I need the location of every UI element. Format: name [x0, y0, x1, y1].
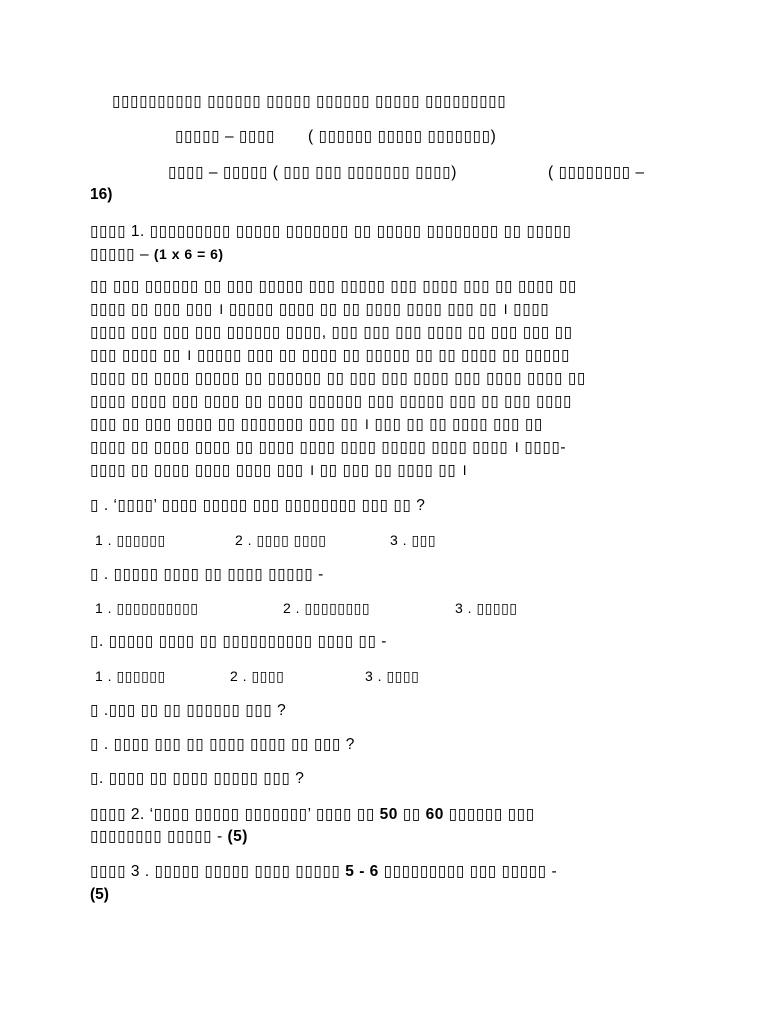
option-b-2: 2 . ▯▯▯▯▯▯▯▯ [283, 600, 371, 616]
option-c-1: 1 . ▯▯▯▯▯▯ [95, 668, 166, 684]
max-marks-value: 16) [90, 186, 113, 203]
question-1-instruction: ▯▯▯▯▯ – [90, 246, 150, 263]
sub-question-e: ▯ . ▯▯▯▯ ▯▯▯ ▯▯ ▯▯▯▯ ▯▯▯▯ ▯▯ ▯▯▯ ? [90, 736, 355, 753]
question-3-marks: (5) [90, 886, 109, 903]
passage-line: ▯▯▯▯ ▯▯ ▯▯▯▯ ▯▯▯▯▯ ▯▯ ▯▯▯▯▯▯ ▯▯ ▯▯▯ ▯▯▯ ▯▯▯▯ ▯▯▯ ▯▯▯▯ ▯▯▯▯ ▯▯ [90, 370, 586, 387]
subject-line: ▯▯▯▯ – ▯▯▯▯▯ ( ▯▯▯ ▯▯▯ ▯▯▯▯▯▯▯ ▯▯▯▯) [168, 164, 457, 181]
question-3-line1 [90, 862, 557, 882]
reading-passage [90, 275, 680, 482]
sub-question-d: ▯ .▯▯▯ ▯▯ ▯▯ ▯▯▯▯▯▯ ▯▯▯ ? [90, 702, 287, 719]
passage-line: ▯▯ ▯▯▯ ▯▯▯▯▯▯ ▯▯ ▯▯▯ ▯▯▯▯▯ ▯▯▯ ▯▯▯▯▯ ▯▯▯ ▯▯▯▯ ▯▯▯ ▯▯ ▯▯▯▯ ▯▯ [90, 278, 577, 295]
passage-line: ▯▯▯ ▯▯ ▯▯▯ ▯▯▯▯ ▯▯ ▯▯▯▯▯▯▯ ▯▯▯ ▯▯ । ▯▯▯ ▯▯ ▯▯ ▯▯▯▯ ▯▯▯ ▯▯ [90, 416, 543, 433]
question-2-max-words: 60 [425, 806, 444, 823]
option-a-3: 3 . ▯▯▯ [390, 532, 437, 548]
question-2-instruction: ▯▯▯▯▯▯▯▯ ▯▯▯▯▯ - [90, 828, 223, 845]
option-b-3: 3 . ▯▯▯▯▯ [455, 600, 518, 616]
question-3-text: ▯▯▯▯ 3 . ▯▯▯▯▯ ▯▯▯▯▯ ▯▯▯▯ ▯▯▯▯▯ [90, 863, 341, 880]
passage-line: ▯▯▯▯ ▯▯ ▯▯▯ ▯▯▯ । ▯▯▯▯▯ ▯▯▯▯ ▯▯ ▯▯ ▯▯▯▯ ▯▯▯▯ ▯▯▯ ▯▯ । ▯▯▯▯ [90, 301, 550, 318]
school-title: ▯▯▯▯▯▯▯▯▯▯ ▯▯▯▯▯▯ ▯▯▯▯▯ ▯▯▯▯▯▯ ▯▯▯▯▯ ▯▯▯▯▯▯▯▯▯ [112, 93, 507, 110]
question-2-text-cont: ▯▯▯▯▯▯ ▯▯▯ [448, 806, 535, 823]
option-c-2: 2 . ▯▯▯▯ [230, 668, 285, 684]
sub-question-a: ▯ . ‘▯▯▯▯’ ▯▯▯▯ ▯▯▯▯▯ ▯▯▯ ▯▯▯▯▯▯▯▯ ▯▯▯ ▯▯ ? [90, 497, 426, 514]
sub-question-b: ▯ . ▯▯▯▯▯ ▯▯▯▯ ▯▯ ▯▯▯▯ ▯▯▯▯▯ - [90, 566, 324, 583]
option-b-1: 1 . ▯▯▯▯▯▯▯▯▯▯ [95, 600, 199, 616]
passage-line: ▯▯▯▯ ▯▯▯ ▯▯▯ ▯▯▯ ▯▯▯▯▯▯ ▯▯▯▯, ▯▯▯ ▯▯▯ ▯▯▯ ▯▯▯▯ ▯▯ ▯▯▯ ▯▯▯ ▯▯ [90, 324, 573, 341]
passage-line: ▯▯▯▯ ▯▯ ▯▯▯▯ ▯▯▯▯ ▯▯▯▯ ▯▯▯ । ▯▯ ▯▯▯ ▯▯ ▯▯▯▯ ▯▯ । [90, 462, 468, 479]
question-1-marks: (1 x 6 = 6) [153, 246, 224, 262]
question-3-text-cont: ▯▯▯▯▯▯▯▯▯ ▯▯▯ ▯▯▯▯▯ - [383, 863, 558, 880]
question-2-text: ▯▯▯▯ 2. ‘▯▯▯▯ ▯▯▯▯▯ ▯▯▯▯▯▯▯’ ▯▯▯▯ ▯▯ [90, 806, 375, 823]
question-2-line2 [90, 827, 248, 847]
question-1-heading-cont [90, 244, 224, 265]
question-2-marks: (5) [227, 828, 248, 845]
passage-line: ▯▯▯▯ ▯▯▯▯ ▯▯▯ ▯▯▯▯ ▯▯ ▯▯▯▯ ▯▯▯▯▯▯ ▯▯▯ ▯▯▯▯▯ ▯▯▯ ▯▯ ▯▯▯ ▯▯▯▯ [90, 393, 573, 410]
question-2-connector: ▯▯ [402, 806, 421, 823]
question-1-heading: ▯▯▯▯ 1. ▯▯▯▯▯▯▯▯▯ ▯▯▯▯▯ ▯▯▯▯▯▯▯ ▯▯ ▯▯▯▯▯ ▯▯▯▯▯▯▯▯ ▯▯ ▯▯▯▯▯ [90, 223, 572, 240]
max-marks-label: ( ▯▯▯▯▯▯▯▯ – [548, 164, 645, 181]
exam-name: ▯▯▯▯▯ – ▯▯▯▯ [175, 128, 275, 145]
sub-question-f: ▯. ▯▯▯▯ ▯▯ ▯▯▯▯ ▯▯▯▯▯ ▯▯▯ ? [90, 770, 305, 787]
passage-line: ▯▯▯▯ ▯▯ ▯▯▯▯ ▯▯▯▯ ▯▯ ▯▯▯▯ ▯▯▯▯ ▯▯▯▯ ▯▯▯▯▯ ▯▯▯▯ ▯▯▯▯ । ▯▯▯▯- [90, 439, 567, 456]
question-3-range: 5 - 6 [345, 863, 379, 880]
option-c-3: 3 . ▯▯▯▯ [365, 668, 420, 684]
option-a-1: 1 . ▯▯▯▯▯▯ [95, 532, 166, 548]
passage-line: ▯▯▯ ▯▯▯▯ ▯▯ । ▯▯▯▯▯ ▯▯▯ ▯▯ ▯▯▯▯ ▯▯ ▯▯▯▯▯ ▯▯ ▯▯ ▯▯▯▯ ▯▯ ▯▯▯▯▯ [90, 347, 570, 364]
option-a-2: 2 . ▯▯▯▯ ▯▯▯▯ [235, 532, 327, 548]
sub-question-c: ▯. ▯▯▯▯▯ ▯▯▯▯ ▯▯ ▯▯▯▯▯▯▯▯▯▯ ▯▯▯▯ ▯▯ - [90, 633, 387, 650]
question-2-min-words: 50 [379, 806, 398, 823]
question-2-line1 [90, 805, 535, 825]
exam-subtitle: ( ▯▯▯▯▯▯ ▯▯▯▯▯ ▯▯▯▯▯▯▯) [308, 128, 497, 145]
